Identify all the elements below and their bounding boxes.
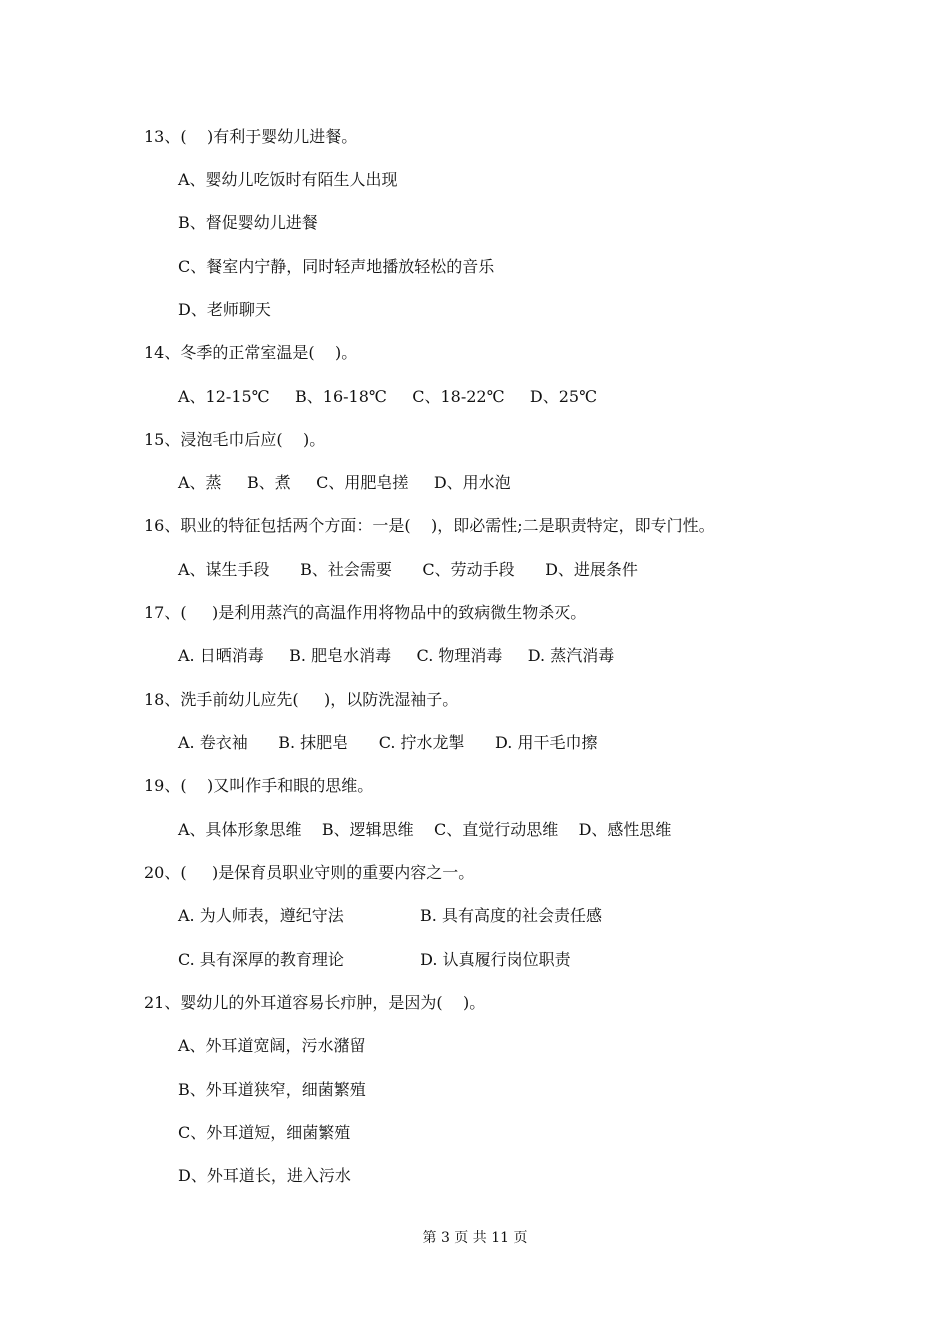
question-13-option-a: A、婴幼儿吃饭时有陌生人出现 [178,170,398,189]
question-15-stem: 15、浸泡毛巾后应( )。 [144,430,326,449]
question-18-options: A. 卷衣袖 B. 抹肥皂 C. 拧水龙掣 D. 用干毛巾擦 [178,733,598,752]
question-21-stem: 21、婴幼儿的外耳道容易长疖肿，是因为( )。 [144,993,486,1012]
question-16-stem: 16、职业的特征包括两个方面：一是( )，即必需性;二是职责特定，即专门性。 [144,516,715,535]
question-20-stem: 20、( )是保育员职业守则的重要内容之一。 [144,863,475,882]
question-15-options: A、蒸 B、煮 C、用肥皂搓 D、用水泡 [178,473,511,492]
question-20-options-row-2: C. 具有深厚的教育理论 D. 认真履行岗位职责 [178,950,571,969]
question-21-option-a: A、外耳道宽阔，污水潴留 [178,1036,366,1055]
question-19-stem: 19、( )又叫作手和眼的思维。 [144,776,374,795]
question-19-options: A、具体形象思维 B、逻辑思维 C、直觉行动思维 D、感性思维 [178,820,672,839]
question-14-stem: 14、冬季的正常室温是( )。 [144,343,358,362]
page-number-footer: 第 3 页 共 11 页 [422,1230,528,1246]
question-21-option-b: B、外耳道狭窄，细菌繁殖 [178,1080,366,1099]
question-13-option-c: C、餐室内宁静，同时轻声地播放轻松的音乐 [178,257,495,276]
question-18-stem: 18、洗手前幼儿应先( )，以防洗湿袖子。 [144,690,459,709]
question-17-stem: 17、( )是利用蒸汽的高温作用将物品中的致病微生物杀灭。 [144,603,587,622]
question-17-options: A. 日晒消毒 B. 肥皂水消毒 C. 物理消毒 D. 蒸汽消毒 [178,646,615,665]
question-20-options-row-1: A. 为人师表，遵纪守法 B. 具有高度的社会责任感 [178,906,602,925]
question-13-option-b: B、督促婴幼儿进餐 [178,213,318,232]
question-21-option-c: C、外耳道短，细菌繁殖 [178,1123,351,1142]
question-14-options: A、12-15℃ B、16-18℃ C、18-22℃ D、25℃ [178,387,598,406]
question-21-option-d: D、外耳道长，进入污水 [178,1166,351,1185]
question-16-options: A、谋生手段 B、社会需要 C、劳动手段 D、进展条件 [178,560,638,579]
question-13-stem: 13、( )有利于婴幼儿进餐。 [144,127,358,146]
question-13-option-d: D、老师聊天 [178,300,271,319]
